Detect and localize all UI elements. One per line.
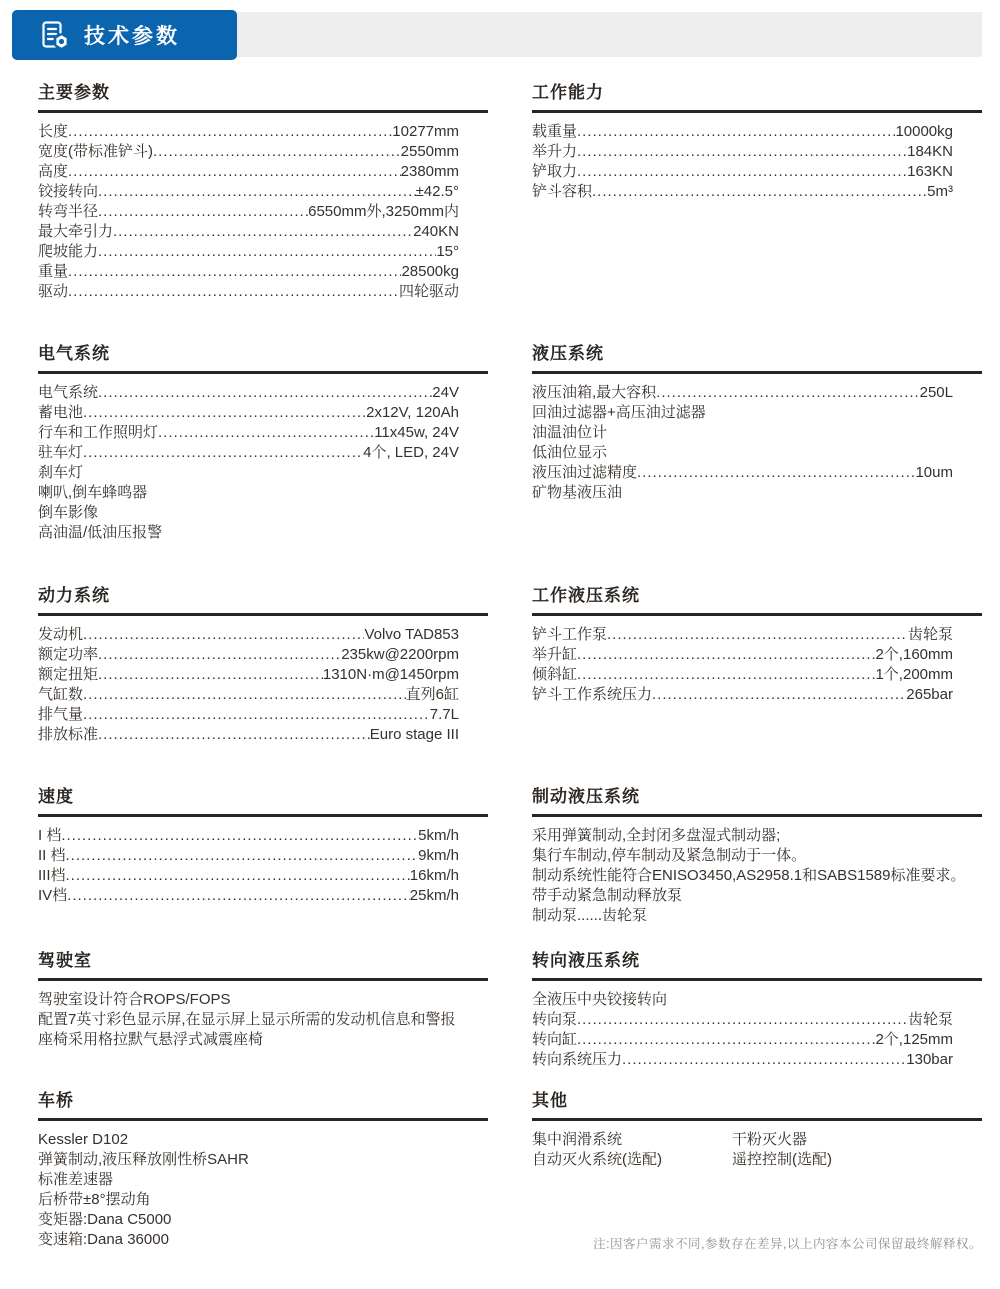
section-rule bbox=[532, 1118, 982, 1121]
spec-value: 15° bbox=[436, 243, 459, 260]
spec-row bbox=[38, 423, 459, 443]
spec-label: 转向缸 bbox=[532, 1031, 578, 1048]
dotted-leader bbox=[66, 866, 410, 886]
spec-value: 直列6缸 bbox=[405, 686, 459, 703]
spec-value: 2550mm bbox=[400, 143, 459, 160]
section-title: 电气系统 bbox=[38, 344, 110, 363]
spec-line: 全液压中央铰接转向 bbox=[532, 991, 668, 1008]
dotted-leader bbox=[83, 685, 406, 705]
spec-label: 电气系统 bbox=[38, 384, 99, 401]
dotted-leader bbox=[83, 443, 363, 463]
dotted-leader bbox=[577, 665, 875, 685]
section-title: 工作液压系统 bbox=[532, 586, 640, 605]
spec-value: 235kw@2200rpm bbox=[341, 646, 459, 663]
spec-value: 5km/h bbox=[418, 827, 459, 844]
spec-line: 油温油位计 bbox=[532, 424, 608, 441]
section-title: 转向液压系统 bbox=[532, 951, 640, 970]
section-brake-hydraulic-system bbox=[532, 782, 982, 926]
section-rows bbox=[38, 826, 488, 906]
spec-sheet-gear-icon bbox=[40, 20, 70, 50]
spec-value: ±42.5° bbox=[415, 183, 459, 200]
spec-pair-left: 自动灭火系统(选配) bbox=[532, 1151, 662, 1168]
spec-value: Euro stage III bbox=[369, 726, 459, 743]
spec-label: 载重量 bbox=[532, 123, 578, 140]
spec-line: 回油过滤器+高压油过滤器 bbox=[532, 404, 706, 421]
spec-label: 举升缸 bbox=[532, 646, 578, 663]
spec-label: 行车和工作照明灯 bbox=[38, 424, 159, 441]
spec-row bbox=[532, 625, 953, 645]
spec-row bbox=[532, 142, 953, 162]
spec-line: 喇叭,倒车蜂鸣器 bbox=[38, 484, 148, 501]
section-header-banner bbox=[12, 10, 237, 60]
spec-line: 座椅采用格拉默气悬浮式减震座椅 bbox=[38, 1031, 264, 1048]
dotted-leader bbox=[113, 222, 413, 242]
spec-label: I 档 bbox=[38, 827, 62, 844]
spec-row bbox=[532, 182, 953, 202]
section-rows bbox=[532, 625, 982, 705]
spec-label: 宽度(带标准铲斗) bbox=[38, 143, 153, 160]
section-rows bbox=[532, 122, 982, 202]
spec-value: 184KN bbox=[907, 143, 953, 160]
spec-value: 齿轮泵 bbox=[907, 1011, 953, 1028]
spec-row bbox=[532, 685, 953, 705]
section-rule bbox=[532, 110, 982, 113]
spec-label: 发动机 bbox=[38, 626, 84, 643]
spec-row bbox=[532, 1010, 953, 1030]
spec-label: II 档 bbox=[38, 847, 66, 864]
section-rows bbox=[532, 383, 982, 503]
spec-value: 163KN bbox=[907, 163, 953, 180]
spec-label: 转向泵 bbox=[532, 1011, 578, 1028]
spec-value: 4个, LED, 24V bbox=[363, 444, 459, 461]
spec-value: 四轮驱动 bbox=[398, 283, 459, 300]
dotted-leader bbox=[577, 162, 907, 182]
spec-line: 制动泵......齿轮泵 bbox=[532, 907, 648, 924]
spec-value: 齿轮泵 bbox=[907, 626, 953, 643]
dotted-leader bbox=[98, 645, 341, 665]
spec-row bbox=[38, 262, 459, 282]
spec-label: 额定功率 bbox=[38, 646, 99, 663]
dotted-leader bbox=[577, 1030, 875, 1050]
section-rule bbox=[38, 371, 488, 374]
spec-label: 排气量 bbox=[38, 706, 84, 723]
spec-label: 驱动 bbox=[38, 283, 69, 300]
spec-label: 气缸数 bbox=[38, 686, 84, 703]
spec-pair-row bbox=[532, 1150, 953, 1170]
spec-value: 2380mm bbox=[400, 163, 459, 180]
section-electrical-system bbox=[38, 339, 488, 543]
spec-value: 6550mm外,3250mm内 bbox=[308, 203, 459, 220]
section-title: 动力系统 bbox=[38, 586, 110, 605]
spec-value: 1310N·m@1450rpm bbox=[322, 666, 459, 683]
spec-pair-right: 干粉灭火器 bbox=[732, 1131, 808, 1148]
spec-label: 驻车灯 bbox=[38, 444, 84, 461]
dotted-leader bbox=[98, 383, 432, 403]
spec-line: 刹车灯 bbox=[38, 464, 84, 481]
section-title: 速度 bbox=[38, 787, 74, 806]
spec-line: 采用弹簧制动,全封闭多盘湿式制动器; bbox=[532, 827, 781, 844]
dotted-leader bbox=[68, 282, 399, 302]
spec-row bbox=[532, 1030, 953, 1050]
section-rule bbox=[532, 613, 982, 616]
dotted-leader bbox=[68, 122, 392, 142]
section-rule bbox=[38, 613, 488, 616]
dotted-leader bbox=[577, 122, 895, 142]
section-title: 主要参数 bbox=[38, 83, 110, 102]
dotted-leader bbox=[577, 645, 875, 665]
section-main-params bbox=[38, 78, 488, 302]
section-title: 制动液压系统 bbox=[532, 787, 640, 806]
spec-line: 矿物基液压油 bbox=[532, 484, 623, 501]
spec-row bbox=[532, 665, 953, 685]
spec-label: 液压油箱,最大容积 bbox=[532, 384, 657, 401]
spec-label: 铲斗工作泵 bbox=[532, 626, 608, 643]
spec-label: 长度 bbox=[38, 123, 69, 140]
dotted-leader bbox=[67, 886, 410, 906]
spec-line: 制动系统性能符合ENISO3450,AS2958.1和SABS1589标准要求。 bbox=[532, 867, 966, 884]
dotted-leader bbox=[61, 826, 418, 846]
spec-label: 液压油过滤精度 bbox=[532, 464, 638, 481]
section-cab bbox=[38, 946, 488, 1050]
spec-value: 1个,200mm bbox=[875, 666, 953, 683]
spec-line: 标准差速器 bbox=[38, 1171, 114, 1188]
spec-row bbox=[38, 443, 459, 463]
spec-value: 10000kg bbox=[895, 123, 953, 140]
spec-line: 带手动紧急制动释放泵 bbox=[532, 887, 683, 904]
dotted-leader bbox=[83, 705, 430, 725]
section-title: 车桥 bbox=[38, 1091, 74, 1110]
spec-row bbox=[532, 122, 953, 142]
spec-value: 10277mm bbox=[392, 123, 459, 140]
spec-value: 2x12V, 120Ah bbox=[366, 404, 459, 421]
dotted-leader bbox=[68, 162, 401, 182]
spec-row bbox=[38, 725, 459, 745]
spec-line: 高油温/低油压报警 bbox=[38, 524, 163, 541]
dotted-leader bbox=[83, 625, 364, 645]
spec-line: 驾驶室设计符合ROPS/FOPS bbox=[38, 991, 231, 1008]
section-rows bbox=[38, 122, 488, 302]
spec-line: 变速箱:Dana 36000 bbox=[38, 1231, 169, 1248]
dotted-leader bbox=[98, 202, 308, 222]
spec-line: Kessler D102 bbox=[38, 1131, 129, 1148]
dotted-leader bbox=[622, 1050, 906, 1070]
section-title: 驾驶室 bbox=[38, 951, 92, 970]
section-title: 液压系统 bbox=[532, 344, 604, 363]
spec-row bbox=[38, 242, 459, 262]
spec-value: Volvo TAD853 bbox=[364, 626, 459, 643]
spec-line: 后桥带±8°摆动角 bbox=[38, 1191, 151, 1208]
dotted-leader bbox=[656, 383, 919, 403]
section-rule bbox=[532, 978, 982, 981]
spec-row bbox=[38, 685, 459, 705]
section-work-capacity bbox=[532, 78, 982, 202]
section-work-hydraulic-system bbox=[532, 581, 982, 705]
section-rule bbox=[38, 110, 488, 113]
dotted-leader bbox=[98, 725, 370, 745]
footer-disclaimer: 注:因客户需求不同,参数存在差异,以上内容本公司保留最终解释权。 bbox=[593, 1237, 982, 1251]
section-rows bbox=[532, 1130, 982, 1170]
spec-row bbox=[38, 846, 459, 866]
spec-label: 倾斜缸 bbox=[532, 666, 578, 683]
spec-line: 倒车影像 bbox=[38, 504, 99, 521]
spec-label: III档 bbox=[38, 867, 66, 884]
dotted-leader bbox=[98, 665, 323, 685]
dotted-leader bbox=[652, 685, 906, 705]
spec-row bbox=[38, 403, 459, 423]
section-rows bbox=[38, 625, 488, 745]
spec-pair-row bbox=[532, 1130, 953, 1150]
spec-label: 铰接转向 bbox=[38, 183, 99, 200]
spec-row bbox=[38, 705, 459, 725]
spec-value: 24V bbox=[432, 384, 459, 401]
spec-row bbox=[38, 886, 459, 906]
spec-value: 2个,160mm bbox=[875, 646, 953, 663]
spec-row bbox=[38, 665, 459, 685]
spec-row bbox=[38, 122, 459, 142]
spec-label: 铲斗容积 bbox=[532, 183, 593, 200]
spec-label: 转弯半径 bbox=[38, 203, 99, 220]
section-rows bbox=[38, 1130, 488, 1250]
spec-label: 蓄电池 bbox=[38, 404, 84, 421]
spec-row bbox=[38, 826, 459, 846]
spec-row bbox=[38, 182, 459, 202]
spec-row bbox=[38, 282, 459, 302]
spec-row bbox=[532, 383, 953, 403]
spec-value: 25km/h bbox=[409, 887, 459, 904]
section-rule bbox=[38, 814, 488, 817]
section-speed bbox=[38, 782, 488, 906]
section-title: 其他 bbox=[532, 1091, 568, 1110]
section-rule bbox=[532, 371, 982, 374]
dotted-leader bbox=[637, 463, 915, 483]
section-rows bbox=[38, 383, 488, 543]
dotted-leader bbox=[153, 142, 401, 162]
section-rule bbox=[532, 814, 982, 817]
section-rows bbox=[38, 990, 488, 1050]
section-power-system bbox=[38, 581, 488, 745]
spec-row bbox=[532, 1050, 953, 1070]
spec-row bbox=[38, 202, 459, 222]
spec-value: 250L bbox=[919, 384, 953, 401]
spec-pair-left: 集中润滑系统 bbox=[532, 1131, 623, 1148]
spec-label: 最大牵引力 bbox=[38, 223, 114, 240]
spec-label: 排放标准 bbox=[38, 726, 99, 743]
spec-label: 爬坡能力 bbox=[38, 243, 99, 260]
spec-row bbox=[532, 645, 953, 665]
dotted-leader bbox=[577, 1010, 908, 1030]
spec-value: 16km/h bbox=[409, 867, 459, 884]
spec-value: 265bar bbox=[906, 686, 953, 703]
section-rule bbox=[38, 1118, 488, 1121]
spec-label: 铲斗工作系统压力 bbox=[532, 686, 653, 703]
section-axle bbox=[38, 1086, 488, 1250]
spec-value: 240KN bbox=[413, 223, 459, 240]
spec-row bbox=[38, 383, 459, 403]
spec-row bbox=[38, 142, 459, 162]
section-title: 工作能力 bbox=[532, 83, 604, 102]
spec-line: 配置7英寸彩色显示屏,在显示屏上显示所需的发动机信息和警报 bbox=[38, 1011, 456, 1028]
section-hydraulic-system bbox=[532, 339, 982, 503]
page-title: 技术参数 bbox=[84, 25, 180, 48]
spec-line: 集行车制动,停车制动及紧急制动于一体。 bbox=[532, 847, 807, 864]
section-steering-hydraulic-system bbox=[532, 946, 982, 1070]
dotted-leader bbox=[158, 423, 374, 443]
dotted-leader bbox=[83, 403, 366, 423]
dotted-leader bbox=[577, 142, 907, 162]
dotted-leader bbox=[607, 625, 908, 645]
spec-pair-right: 遥控控制(选配) bbox=[732, 1151, 832, 1168]
spec-value: 2个,125mm bbox=[875, 1031, 953, 1048]
spec-value: 9km/h bbox=[418, 847, 459, 864]
spec-label: 举升力 bbox=[532, 143, 578, 160]
section-others bbox=[532, 1086, 982, 1170]
spec-row bbox=[38, 162, 459, 182]
spec-label: 转向系统压力 bbox=[532, 1051, 623, 1068]
spec-row bbox=[38, 866, 459, 886]
spec-value: 130bar bbox=[906, 1051, 953, 1068]
spec-line: 弹簧制动,液压释放刚性桥SAHR bbox=[38, 1151, 249, 1168]
spec-value: 5m³ bbox=[927, 183, 953, 200]
spec-row bbox=[532, 463, 953, 483]
spec-line: 低油位显示 bbox=[532, 444, 608, 461]
spec-value: 11x45w, 24V bbox=[374, 424, 459, 441]
spec-row bbox=[532, 162, 953, 182]
dotted-leader bbox=[98, 182, 416, 202]
spec-row bbox=[38, 625, 459, 645]
section-rule bbox=[38, 978, 488, 981]
section-rows bbox=[532, 826, 982, 926]
spec-label: IV档 bbox=[38, 887, 68, 904]
spec-label: 高度 bbox=[38, 163, 69, 180]
dotted-leader bbox=[592, 182, 927, 202]
dotted-leader bbox=[98, 242, 436, 262]
dotted-leader bbox=[68, 262, 401, 282]
spec-label: 铲取力 bbox=[532, 163, 578, 180]
spec-label: 重量 bbox=[38, 263, 69, 280]
spec-row bbox=[38, 645, 459, 665]
spec-line: 变矩器:Dana C5000 bbox=[38, 1211, 172, 1228]
spec-value: 7.7L bbox=[429, 706, 459, 723]
spec-label: 额定扭矩 bbox=[38, 666, 99, 683]
dotted-leader bbox=[66, 846, 419, 866]
spec-value: 10um bbox=[915, 464, 953, 481]
section-rows bbox=[532, 990, 982, 1070]
spec-row bbox=[38, 222, 459, 242]
spec-value: 28500kg bbox=[401, 263, 459, 280]
